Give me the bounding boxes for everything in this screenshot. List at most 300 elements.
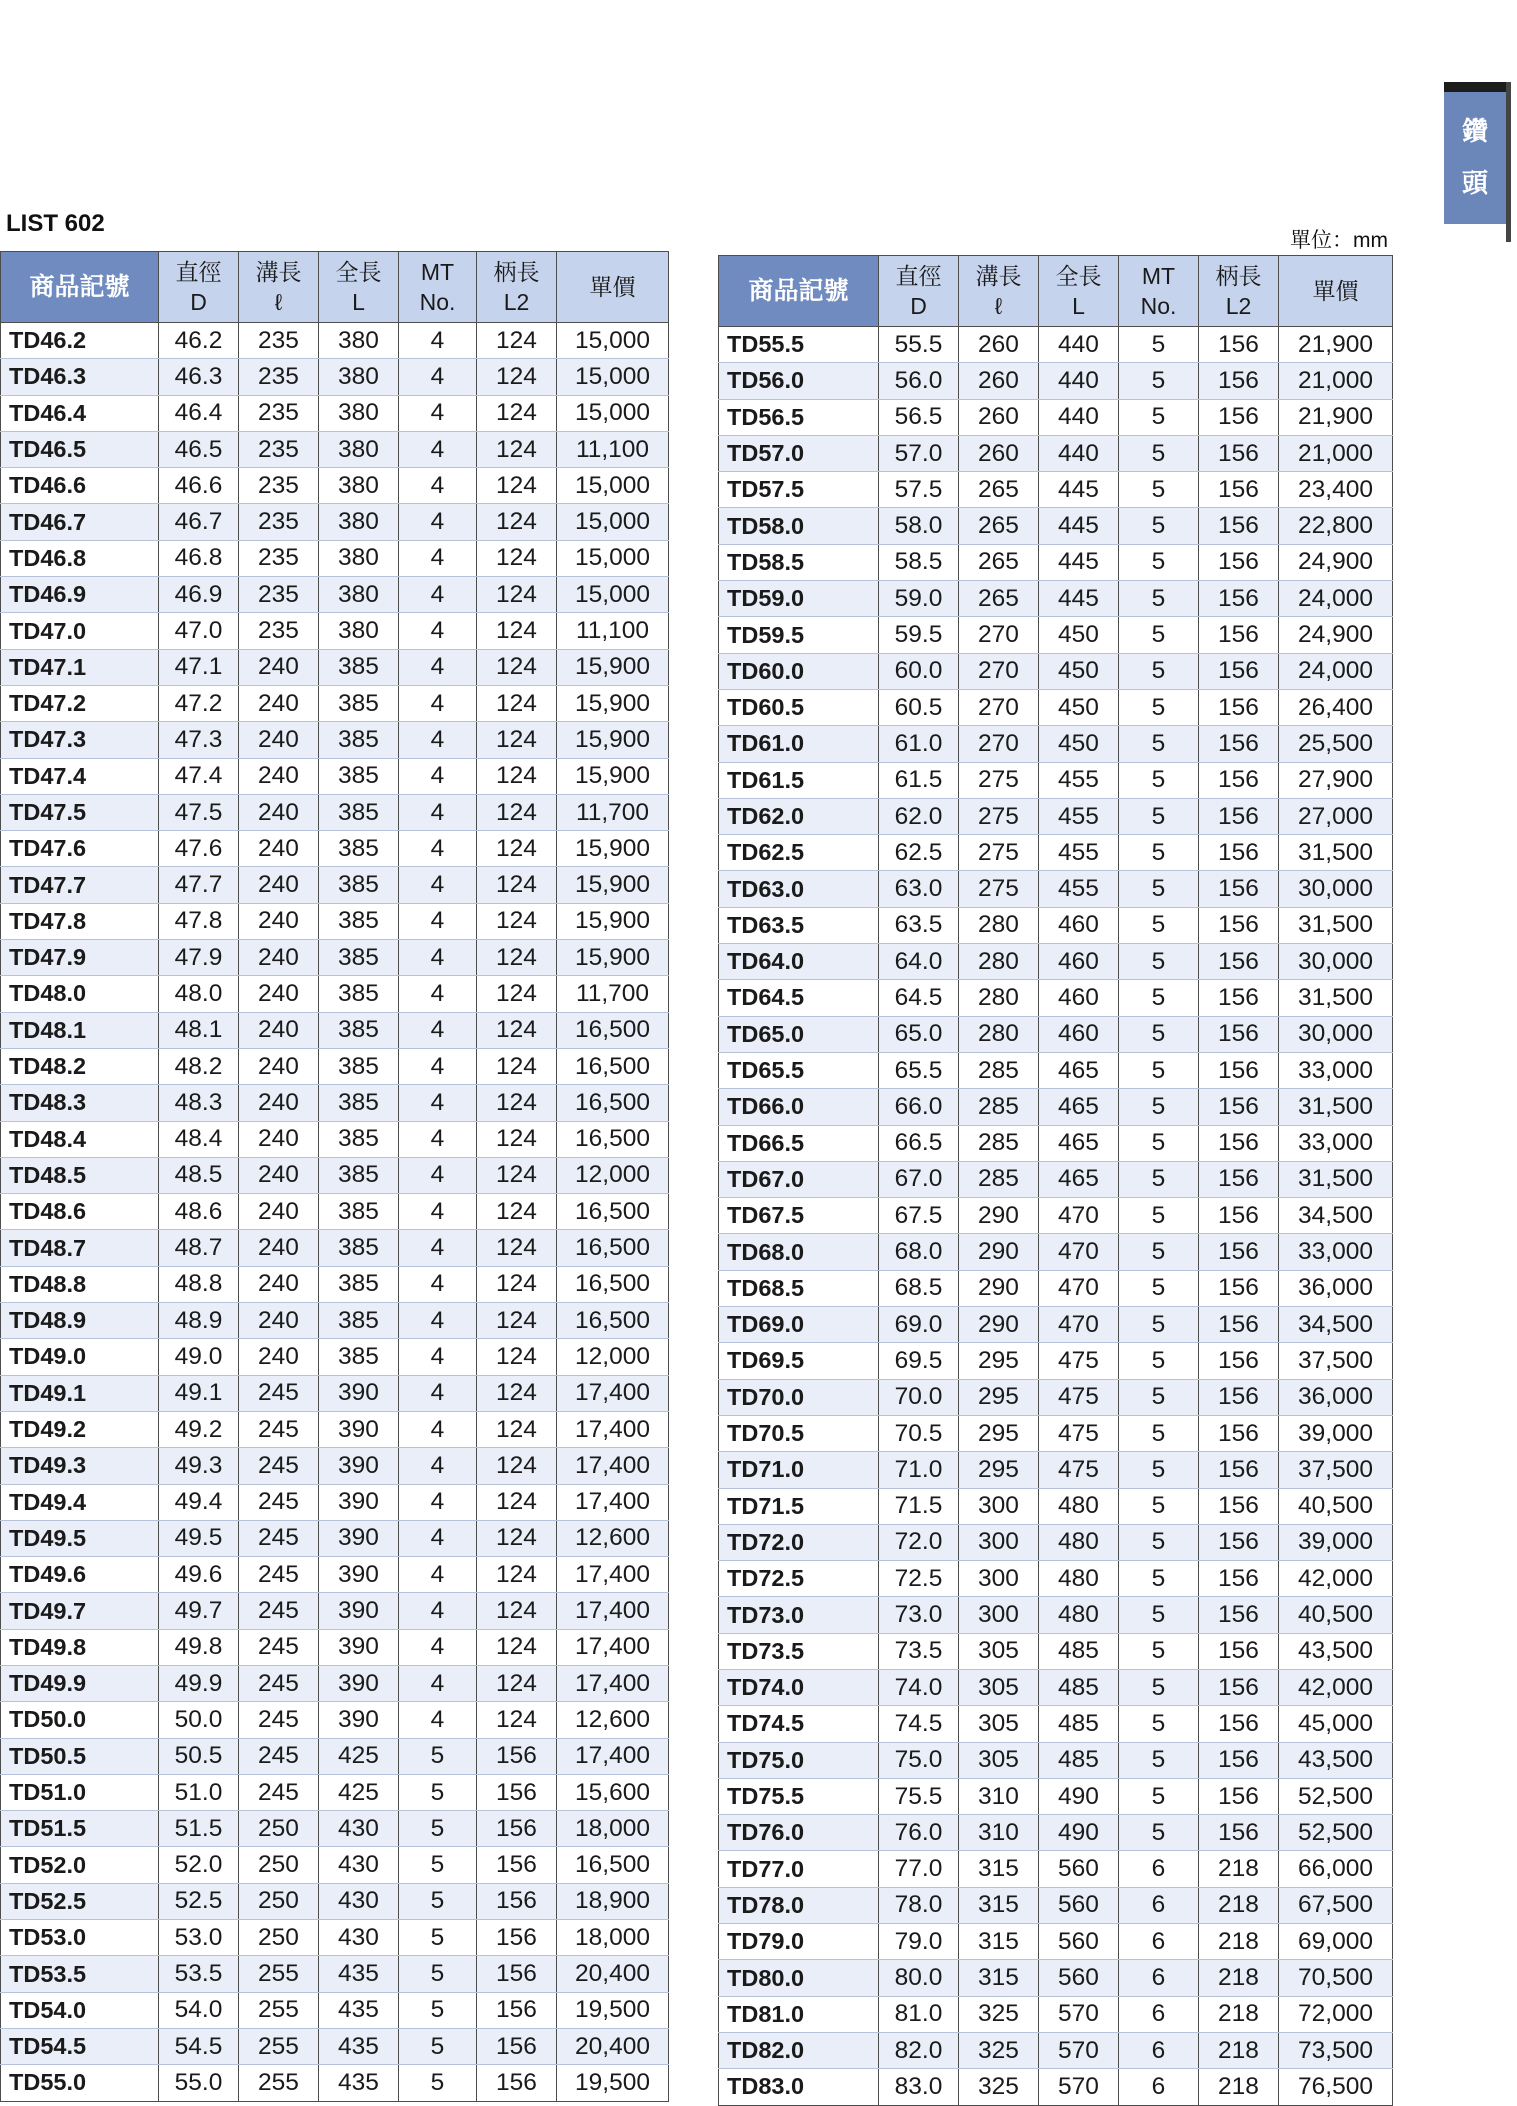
flute-length-cell: 260	[959, 435, 1039, 471]
shank-length-cell: 156	[1199, 1161, 1279, 1197]
flute-length-cell: 305	[959, 1742, 1039, 1778]
price-cell: 73,500	[1279, 2032, 1393, 2068]
price-cell: 15,900	[557, 722, 669, 758]
table-row	[1, 613, 669, 649]
overall-length-cell: 480	[1039, 1561, 1119, 1597]
table-row	[719, 1379, 1393, 1415]
table-row	[719, 1887, 1393, 1923]
overall-length-cell: 430	[319, 1847, 399, 1883]
flute-length-cell: 245	[239, 1702, 319, 1738]
table-row	[1, 758, 669, 794]
product-code-cell: TD69.0	[719, 1307, 879, 1343]
table-row	[719, 2032, 1393, 2068]
price-cell: 15,900	[557, 685, 669, 721]
overall-length-cell: 430	[319, 1811, 399, 1847]
table-row	[1, 1375, 669, 1411]
mt-no-cell: 4	[399, 685, 477, 721]
overall-length-cell: 435	[319, 1992, 399, 2028]
overall-length-cell: 475	[1039, 1343, 1119, 1379]
product-code-cell: TD57.0	[719, 435, 879, 471]
product-code-cell: TD52.5	[1, 1883, 159, 1919]
diameter-cell: 73.0	[879, 1597, 959, 1633]
flute-length-cell: 305	[959, 1706, 1039, 1742]
product-code-cell: TD65.0	[719, 1016, 879, 1052]
overall-length-cell: 490	[1039, 1815, 1119, 1851]
shank-length-cell: 124	[477, 1121, 557, 1157]
mt-no-cell: 5	[1119, 762, 1199, 798]
mt-no-cell: 5	[1119, 653, 1199, 689]
overall-length-cell: 385	[319, 794, 399, 830]
price-cell: 42,000	[1279, 1561, 1393, 1597]
price-cell: 21,000	[1279, 363, 1393, 399]
overall-length-cell: 390	[319, 1520, 399, 1556]
price-cell: 24,900	[1279, 544, 1393, 580]
product-code-cell: TD57.5	[719, 472, 879, 508]
shank-length-cell: 156	[477, 1920, 557, 1956]
flute-length-cell: 295	[959, 1343, 1039, 1379]
flute-length-cell: 245	[239, 1593, 319, 1629]
price-cell: 17,400	[557, 1738, 669, 1774]
overall-length-cell: 380	[319, 540, 399, 576]
shank-length-cell: 156	[1199, 726, 1279, 762]
diameter-cell: 80.0	[879, 1960, 959, 1996]
diameter-cell: 48.7	[159, 1230, 239, 1266]
table-row	[719, 1706, 1393, 1742]
diameter-cell: 46.5	[159, 431, 239, 467]
overall-length-cell: 385	[319, 976, 399, 1012]
product-code-cell: TD66.5	[719, 1125, 879, 1161]
diameter-cell: 48.0	[159, 976, 239, 1012]
product-code-cell: TD48.8	[1, 1266, 159, 1302]
mt-no-cell: 5	[1119, 1742, 1199, 1778]
product-code-cell: TD49.4	[1, 1484, 159, 1520]
overall-length-cell: 450	[1039, 653, 1119, 689]
table-row	[1, 1520, 669, 1556]
shank-length-cell: 124	[477, 685, 557, 721]
mt-no-cell: 5	[1119, 944, 1199, 980]
shank-length-cell: 156	[477, 1811, 557, 1847]
mt-no-cell: 5	[1119, 1270, 1199, 1306]
product-code-cell: TD48.5	[1, 1157, 159, 1193]
flute-length-cell: 235	[239, 395, 319, 431]
shank-length-cell: 124	[477, 867, 557, 903]
product-code-cell: TD47.8	[1, 903, 159, 939]
price-cell: 19,500	[557, 2065, 669, 2101]
mt-no-cell: 5	[1119, 1561, 1199, 1597]
product-code-cell: TD71.0	[719, 1452, 879, 1488]
flute-length-cell: 250	[239, 1847, 319, 1883]
table-row	[1, 1738, 669, 1774]
mt-no-cell: 5	[1119, 1706, 1199, 1742]
shank-length-cell: 124	[477, 1303, 557, 1339]
overall-length-cell: 440	[1039, 399, 1119, 435]
flute-length-cell: 275	[959, 871, 1039, 907]
diameter-cell: 48.2	[159, 1048, 239, 1084]
product-code-cell: TD79.0	[719, 1924, 879, 1960]
overall-length-cell: 440	[1039, 327, 1119, 363]
price-cell: 16,500	[557, 1048, 669, 1084]
flute-length-cell: 285	[959, 1052, 1039, 1088]
shank-length-cell: 124	[477, 468, 557, 504]
flute-length-cell: 285	[959, 1161, 1039, 1197]
product-code-cell: TD71.5	[719, 1488, 879, 1524]
diameter-cell: 48.9	[159, 1303, 239, 1339]
shank-length-cell: 124	[477, 1629, 557, 1665]
price-table-right	[718, 255, 1393, 2106]
diameter-cell: 46.6	[159, 468, 239, 504]
diameter-cell: 74.0	[879, 1669, 959, 1705]
table-row	[1, 504, 669, 540]
flute-length-cell: 245	[239, 1557, 319, 1593]
diameter-cell: 72.0	[879, 1524, 959, 1560]
product-code-cell: TD61.5	[719, 762, 879, 798]
overall-length-cell: 440	[1039, 435, 1119, 471]
overall-length-cell: 390	[319, 1557, 399, 1593]
shank-length-cell: 124	[477, 1665, 557, 1701]
diameter-cell: 48.5	[159, 1157, 239, 1193]
price-cell: 37,500	[1279, 1343, 1393, 1379]
overall-length-cell: 460	[1039, 944, 1119, 980]
price-cell: 17,400	[557, 1375, 669, 1411]
flute-length-cell: 240	[239, 685, 319, 721]
flute-length-cell: 245	[239, 1665, 319, 1701]
flute-length-cell: 265	[959, 508, 1039, 544]
diameter-cell: 81.0	[879, 1996, 959, 2032]
shank-length-cell: 218	[1199, 1996, 1279, 2032]
shank-length-cell: 156	[1199, 1379, 1279, 1415]
diameter-cell: 82.0	[879, 2032, 959, 2068]
mt-no-cell: 5	[1119, 1234, 1199, 1270]
overall-length-cell: 390	[319, 1702, 399, 1738]
header-overall-length: 全長 L	[319, 252, 399, 323]
table-row	[719, 798, 1393, 834]
overall-length-cell: 470	[1039, 1270, 1119, 1306]
shank-length-cell: 156	[477, 1774, 557, 1810]
mt-no-cell: 4	[399, 1048, 477, 1084]
product-code-cell: TD78.0	[719, 1887, 879, 1923]
overall-length-cell: 385	[319, 867, 399, 903]
shank-length-cell: 124	[477, 323, 557, 359]
table-row	[719, 327, 1393, 363]
flute-length-cell: 240	[239, 1339, 319, 1375]
flute-length-cell: 240	[239, 649, 319, 685]
table-row	[719, 1052, 1393, 1088]
overall-length-cell: 560	[1039, 1887, 1119, 1923]
product-code-cell: TD74.5	[719, 1706, 879, 1742]
product-code-cell: TD49.7	[1, 1593, 159, 1629]
overall-length-cell: 570	[1039, 2069, 1119, 2105]
shank-length-cell: 124	[477, 431, 557, 467]
overall-length-cell: 430	[319, 1883, 399, 1919]
diameter-cell: 47.0	[159, 613, 239, 649]
flute-length-cell: 265	[959, 581, 1039, 617]
price-cell: 15,900	[557, 867, 669, 903]
mt-no-cell: 4	[399, 794, 477, 830]
overall-length-cell: 465	[1039, 1125, 1119, 1161]
diameter-cell: 78.0	[879, 1887, 959, 1923]
shank-length-cell: 156	[1199, 1016, 1279, 1052]
price-cell: 24,000	[1279, 581, 1393, 617]
shank-length-cell: 156	[1199, 1778, 1279, 1814]
header-price: 單價	[557, 252, 669, 323]
diameter-cell: 64.5	[879, 980, 959, 1016]
mt-no-cell: 5	[1119, 726, 1199, 762]
product-code-cell: TD48.9	[1, 1303, 159, 1339]
table-row	[1, 1048, 669, 1084]
shank-length-cell: 124	[477, 1230, 557, 1266]
diameter-cell: 75.5	[879, 1778, 959, 1814]
shank-length-cell: 124	[477, 758, 557, 794]
mt-no-cell: 5	[1119, 1452, 1199, 1488]
product-code-cell: TD47.2	[1, 685, 159, 721]
flute-length-cell: 300	[959, 1597, 1039, 1633]
price-cell: 33,000	[1279, 1234, 1393, 1270]
overall-length-cell: 380	[319, 613, 399, 649]
diameter-cell: 48.1	[159, 1012, 239, 1048]
mt-no-cell: 5	[1119, 1198, 1199, 1234]
price-cell: 31,500	[1279, 835, 1393, 871]
diameter-cell: 51.5	[159, 1811, 239, 1847]
flute-length-cell: 255	[239, 1956, 319, 1992]
flute-length-cell: 245	[239, 1448, 319, 1484]
overall-length-cell: 385	[319, 1230, 399, 1266]
mt-no-cell: 4	[399, 1448, 477, 1484]
product-code-cell: TD58.0	[719, 508, 879, 544]
diameter-cell: 83.0	[879, 2069, 959, 2105]
price-cell: 15,000	[557, 323, 669, 359]
product-code-cell: TD74.0	[719, 1669, 879, 1705]
shank-length-cell: 218	[1199, 1924, 1279, 1960]
overall-length-cell: 560	[1039, 1960, 1119, 1996]
mt-no-cell: 5	[1119, 1488, 1199, 1524]
mt-no-cell: 5	[1119, 1778, 1199, 1814]
product-code-cell: TD58.5	[719, 544, 879, 580]
flute-length-cell: 235	[239, 323, 319, 359]
price-cell: 16,500	[557, 1121, 669, 1157]
product-code-cell: TD53.0	[1, 1920, 159, 1956]
table-row	[1, 1883, 669, 1919]
product-code-cell: TD59.0	[719, 581, 879, 617]
flute-length-cell: 250	[239, 1811, 319, 1847]
diameter-cell: 49.0	[159, 1339, 239, 1375]
table-row	[719, 363, 1393, 399]
price-cell: 18,000	[557, 1811, 669, 1847]
flute-length-cell: 245	[239, 1375, 319, 1411]
product-code-cell: TD56.5	[719, 399, 879, 435]
price-table-left	[0, 251, 669, 2102]
price-cell: 31,500	[1279, 1161, 1393, 1197]
overall-length-cell: 450	[1039, 617, 1119, 653]
mt-no-cell: 5	[1119, 1125, 1199, 1161]
product-code-cell: TD47.6	[1, 831, 159, 867]
flute-length-cell: 240	[239, 976, 319, 1012]
mt-no-cell: 4	[399, 1665, 477, 1701]
overall-length-cell: 390	[319, 1484, 399, 1520]
price-cell: 15,900	[557, 831, 669, 867]
flute-length-cell: 275	[959, 835, 1039, 871]
flute-length-cell: 235	[239, 359, 319, 395]
table-row	[1, 540, 669, 576]
overall-length-cell: 385	[319, 649, 399, 685]
product-code-cell: TD65.5	[719, 1052, 879, 1088]
product-code-cell: TD64.5	[719, 980, 879, 1016]
table-row	[1, 1920, 669, 1956]
diameter-cell: 49.5	[159, 1520, 239, 1556]
product-code-cell: TD48.6	[1, 1194, 159, 1230]
table-row	[719, 472, 1393, 508]
price-cell: 15,000	[557, 577, 669, 613]
mt-no-cell: 5	[1119, 1669, 1199, 1705]
product-code-cell: TD47.4	[1, 758, 159, 794]
mt-no-cell: 5	[399, 2065, 477, 2101]
product-code-cell: TD46.9	[1, 577, 159, 613]
product-code-cell: TD54.5	[1, 2028, 159, 2064]
mt-no-cell: 4	[399, 1702, 477, 1738]
shank-length-cell: 124	[477, 976, 557, 1012]
mt-no-cell: 4	[399, 1339, 477, 1375]
flute-length-cell: 310	[959, 1815, 1039, 1851]
flute-length-cell: 260	[959, 327, 1039, 363]
mt-no-cell: 4	[399, 722, 477, 758]
overall-length-cell: 450	[1039, 689, 1119, 725]
price-cell: 11,700	[557, 794, 669, 830]
price-cell: 11,100	[557, 613, 669, 649]
table-row	[1, 1484, 669, 1520]
shank-length-cell: 156	[1199, 1742, 1279, 1778]
table-row	[1, 359, 669, 395]
table-row	[719, 544, 1393, 580]
shank-length-cell: 124	[477, 1266, 557, 1302]
overall-length-cell: 570	[1039, 2032, 1119, 2068]
product-code-cell: TD46.4	[1, 395, 159, 431]
diameter-cell: 71.0	[879, 1452, 959, 1488]
price-cell: 39,000	[1279, 1415, 1393, 1451]
mt-no-cell: 5	[1119, 1161, 1199, 1197]
price-cell: 12,000	[557, 1339, 669, 1375]
flute-length-cell: 310	[959, 1778, 1039, 1814]
product-code-cell: TD81.0	[719, 1996, 879, 2032]
overall-length-cell: 480	[1039, 1524, 1119, 1560]
mt-no-cell: 4	[399, 395, 477, 431]
price-cell: 15,000	[557, 359, 669, 395]
table-row	[719, 1778, 1393, 1814]
flute-length-cell: 255	[239, 1992, 319, 2028]
table-row	[719, 653, 1393, 689]
table-row	[1, 577, 669, 613]
overall-length-cell: 380	[319, 468, 399, 504]
table-row	[719, 1234, 1393, 1270]
diameter-cell: 58.5	[879, 544, 959, 580]
diameter-cell: 69.0	[879, 1307, 959, 1343]
shank-length-cell: 124	[477, 794, 557, 830]
product-code-cell: TD50.0	[1, 1702, 159, 1738]
flute-length-cell: 315	[959, 1887, 1039, 1923]
product-code-cell: TD56.0	[719, 363, 879, 399]
mt-no-cell: 5	[1119, 1815, 1199, 1851]
price-cell: 43,500	[1279, 1742, 1393, 1778]
mt-no-cell: 6	[1119, 1996, 1199, 2032]
diameter-cell: 48.8	[159, 1266, 239, 1302]
shank-length-cell: 156	[1199, 472, 1279, 508]
table-row	[719, 1016, 1393, 1052]
table-row	[719, 1307, 1393, 1343]
flute-length-cell: 240	[239, 867, 319, 903]
table-row	[1, 1593, 669, 1629]
flute-length-cell: 250	[239, 1920, 319, 1956]
header-flute-length: 溝長 ℓ	[239, 252, 319, 323]
flute-length-cell: 240	[239, 903, 319, 939]
price-cell: 76,500	[1279, 2069, 1393, 2105]
overall-length-cell: 385	[319, 1157, 399, 1193]
flute-length-cell: 280	[959, 980, 1039, 1016]
product-code-cell: TD73.0	[719, 1597, 879, 1633]
diameter-cell: 71.5	[879, 1488, 959, 1524]
mt-no-cell: 5	[399, 1920, 477, 1956]
price-cell: 40,500	[1279, 1488, 1393, 1524]
table-row	[719, 762, 1393, 798]
table-row	[1, 1266, 669, 1302]
overall-length-cell: 390	[319, 1593, 399, 1629]
price-cell: 72,000	[1279, 1996, 1393, 2032]
mt-no-cell: 4	[399, 903, 477, 939]
flute-length-cell: 275	[959, 798, 1039, 834]
price-cell: 31,500	[1279, 1089, 1393, 1125]
flute-length-cell: 240	[239, 1121, 319, 1157]
diameter-cell: 46.8	[159, 540, 239, 576]
overall-length-cell: 460	[1039, 1016, 1119, 1052]
table-row	[719, 1161, 1393, 1197]
table-row	[719, 399, 1393, 435]
overall-length-cell: 445	[1039, 544, 1119, 580]
flute-length-cell: 235	[239, 577, 319, 613]
flute-length-cell: 290	[959, 1198, 1039, 1234]
mt-no-cell: 4	[399, 1411, 477, 1447]
shank-length-cell: 156	[477, 2028, 557, 2064]
table-row	[719, 689, 1393, 725]
shank-length-cell: 124	[477, 1157, 557, 1193]
diameter-cell: 61.5	[879, 762, 959, 798]
flute-length-cell: 265	[959, 472, 1039, 508]
mt-no-cell: 4	[399, 1157, 477, 1193]
flute-length-cell: 290	[959, 1234, 1039, 1270]
mt-no-cell: 5	[399, 1811, 477, 1847]
overall-length-cell: 385	[319, 1266, 399, 1302]
diameter-cell: 70.5	[879, 1415, 959, 1451]
shank-length-cell: 156	[1199, 762, 1279, 798]
table-row	[719, 907, 1393, 943]
shank-length-cell: 156	[477, 1847, 557, 1883]
product-code-cell: TD47.3	[1, 722, 159, 758]
diameter-cell: 46.3	[159, 359, 239, 395]
table-row	[1, 649, 669, 685]
product-code-cell: TD49.5	[1, 1520, 159, 1556]
overall-length-cell: 490	[1039, 1778, 1119, 1814]
table-row	[1, 1230, 669, 1266]
mt-no-cell: 5	[1119, 835, 1199, 871]
overall-length-cell: 460	[1039, 980, 1119, 1016]
flute-length-cell: 295	[959, 1452, 1039, 1488]
mt-no-cell: 4	[399, 431, 477, 467]
price-cell: 15,900	[557, 903, 669, 939]
mt-no-cell: 5	[1119, 798, 1199, 834]
diameter-cell: 49.4	[159, 1484, 239, 1520]
shank-length-cell: 156	[1199, 1125, 1279, 1161]
shank-length-cell: 156	[1199, 581, 1279, 617]
table-row	[719, 1960, 1393, 1996]
table-row	[1, 431, 669, 467]
shank-length-cell: 124	[477, 1048, 557, 1084]
diameter-cell: 60.5	[879, 689, 959, 725]
